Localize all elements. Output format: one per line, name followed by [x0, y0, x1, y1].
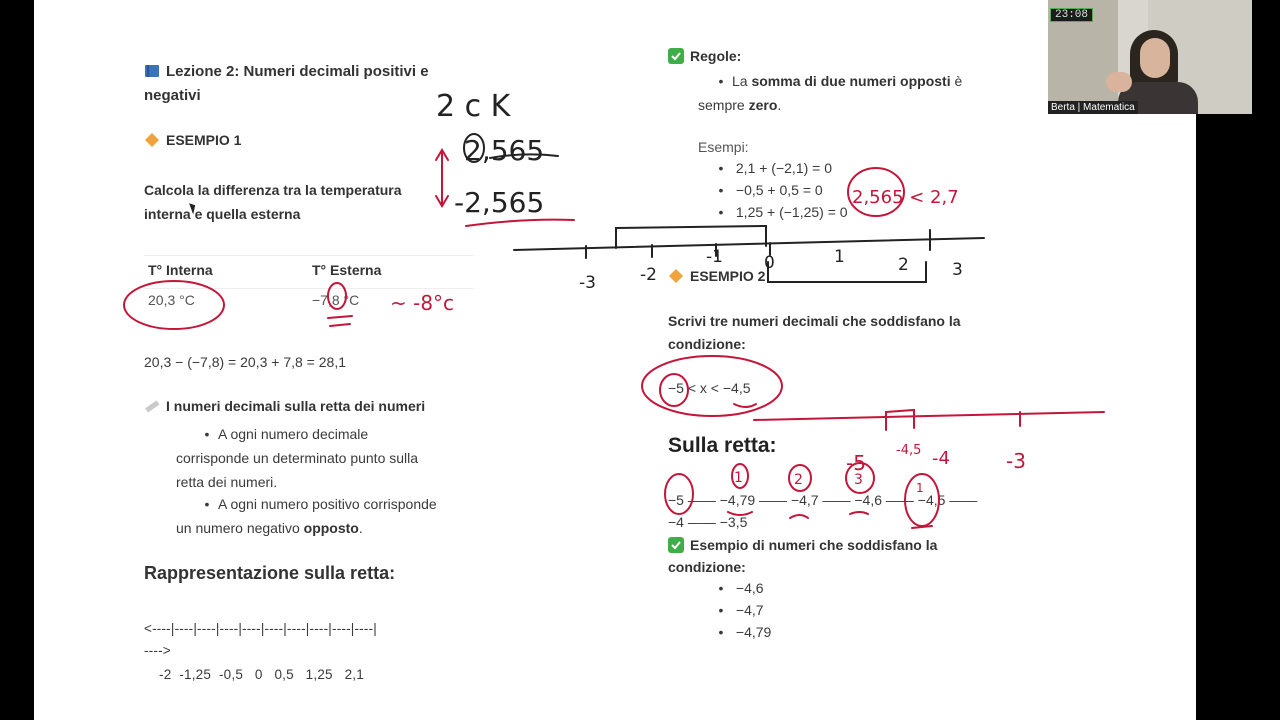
- rule-text: • La somma di due numeri opposti è sempre zero.: [698, 73, 963, 113]
- red-label: -3: [1006, 449, 1026, 473]
- example-item: • 1,25 + (−1,25) = 0: [718, 204, 848, 220]
- value-esterna: −7,8 °C: [312, 292, 360, 308]
- line-label: 0: [764, 253, 775, 273]
- line-label: 2: [898, 255, 909, 275]
- diamond-icon: [144, 132, 160, 148]
- calculation: 20,3 − (−7,8) = 20,3 + 7,8 = 28,1: [144, 354, 346, 370]
- answer-item: • −4,6: [718, 580, 764, 596]
- hand-temp-note: ~ -8°c: [390, 291, 455, 315]
- line-label: -1: [706, 247, 723, 267]
- examples-label: Esempi:: [698, 139, 749, 155]
- participant-hand: [1106, 72, 1132, 92]
- lesson-title: [144, 60, 429, 108]
- clock: 23:08: [1050, 8, 1093, 22]
- number-row-2: −4 —— −3,5: [668, 514, 748, 530]
- video-thumbnail[interactable]: [1048, 0, 1252, 114]
- bullet-2: • A ogni numero positivo corrisponde un numero negativo opposto.: [176, 496, 437, 536]
- example1-heading: ESEMPIO 1: [144, 132, 241, 148]
- example2-heading: ESEMPIO 2: [668, 268, 765, 284]
- book-icon: [144, 63, 160, 79]
- diamond-icon: [668, 268, 684, 284]
- red-label: -4: [932, 448, 950, 469]
- answer-item: • −4,79: [718, 624, 772, 640]
- answer-item: • −4,7: [718, 602, 764, 618]
- check-icon: [668, 48, 684, 64]
- participant-face: [1140, 38, 1170, 78]
- lesson-title-line1: Lezione 2: Numeri decimali positivi e: [166, 63, 429, 80]
- value-interna: 20,3 °C: [148, 292, 195, 308]
- hand-top-text: 2 c K: [436, 89, 511, 124]
- section-heading: I numeri decimali sulla retta dei numeri: [144, 398, 425, 414]
- line-label: -2: [640, 265, 657, 285]
- bullet-1: • A ogni numero decimale corrisponde un determinato punto sulla retta dei numeri.: [176, 426, 419, 490]
- answers-list: [710, 577, 771, 643]
- temperature-table: [144, 255, 474, 316]
- number-row-1: −5 —— −4,79 —— −4,7 —— −4,6 —— −4,5 ——: [668, 492, 978, 508]
- circled-number: 3: [854, 472, 863, 488]
- line-label: 3: [952, 260, 963, 280]
- header-interna: T° Interna: [148, 262, 213, 278]
- example-item: • 2,1 + (−2,1) = 0: [718, 160, 833, 176]
- hand-compare: 2,565 < 2,7: [852, 187, 959, 208]
- line-label: -3: [579, 273, 596, 293]
- examples-list: [710, 157, 848, 223]
- lesson-page: [34, 0, 1196, 720]
- red-label: -5: [846, 451, 866, 475]
- line-label: 1: [834, 247, 845, 267]
- circled-number: 2: [794, 472, 803, 488]
- task-text: Scrivi tre numeri decimali che soddisfano la condizione:: [668, 313, 961, 352]
- circled-number: 1: [734, 470, 743, 486]
- participant-label: Berta | Matematica: [1048, 101, 1138, 114]
- sulla-retta-heading: Sulla retta:: [668, 434, 777, 457]
- representation-heading: Rappresentazione sulla retta:: [144, 563, 396, 583]
- ascii-number-line: <----|----|----|----|----|----|----|----|----|----|: [144, 621, 377, 636]
- answer-heading: Esempio di numeri che soddisfano la condizione:: [668, 537, 938, 575]
- example-item: • −0,5 + 0,5 = 0: [718, 182, 823, 198]
- hand-number-2: -2,565: [454, 186, 545, 219]
- question-text: Calcola la differenza tra la temperatura interna e quella esterna: [144, 182, 402, 222]
- ascii-labels: -2 -1,25 -0,5 0 0,5 1,25 2,1: [159, 667, 364, 682]
- ascii-arrow: ---->: [144, 643, 171, 658]
- check-icon: [668, 537, 684, 553]
- condition: −5 < x < −4,5: [668, 380, 751, 396]
- circled-number: 1: [916, 481, 924, 495]
- lesson-title-line2: negativi: [144, 87, 201, 104]
- header-esterna: T° Esterna: [312, 262, 382, 278]
- hand-number-1: 2,565: [464, 134, 545, 167]
- red-label: -4,5: [896, 443, 922, 458]
- rules-heading: Regole:: [668, 48, 741, 64]
- ruler-icon: [144, 398, 160, 414]
